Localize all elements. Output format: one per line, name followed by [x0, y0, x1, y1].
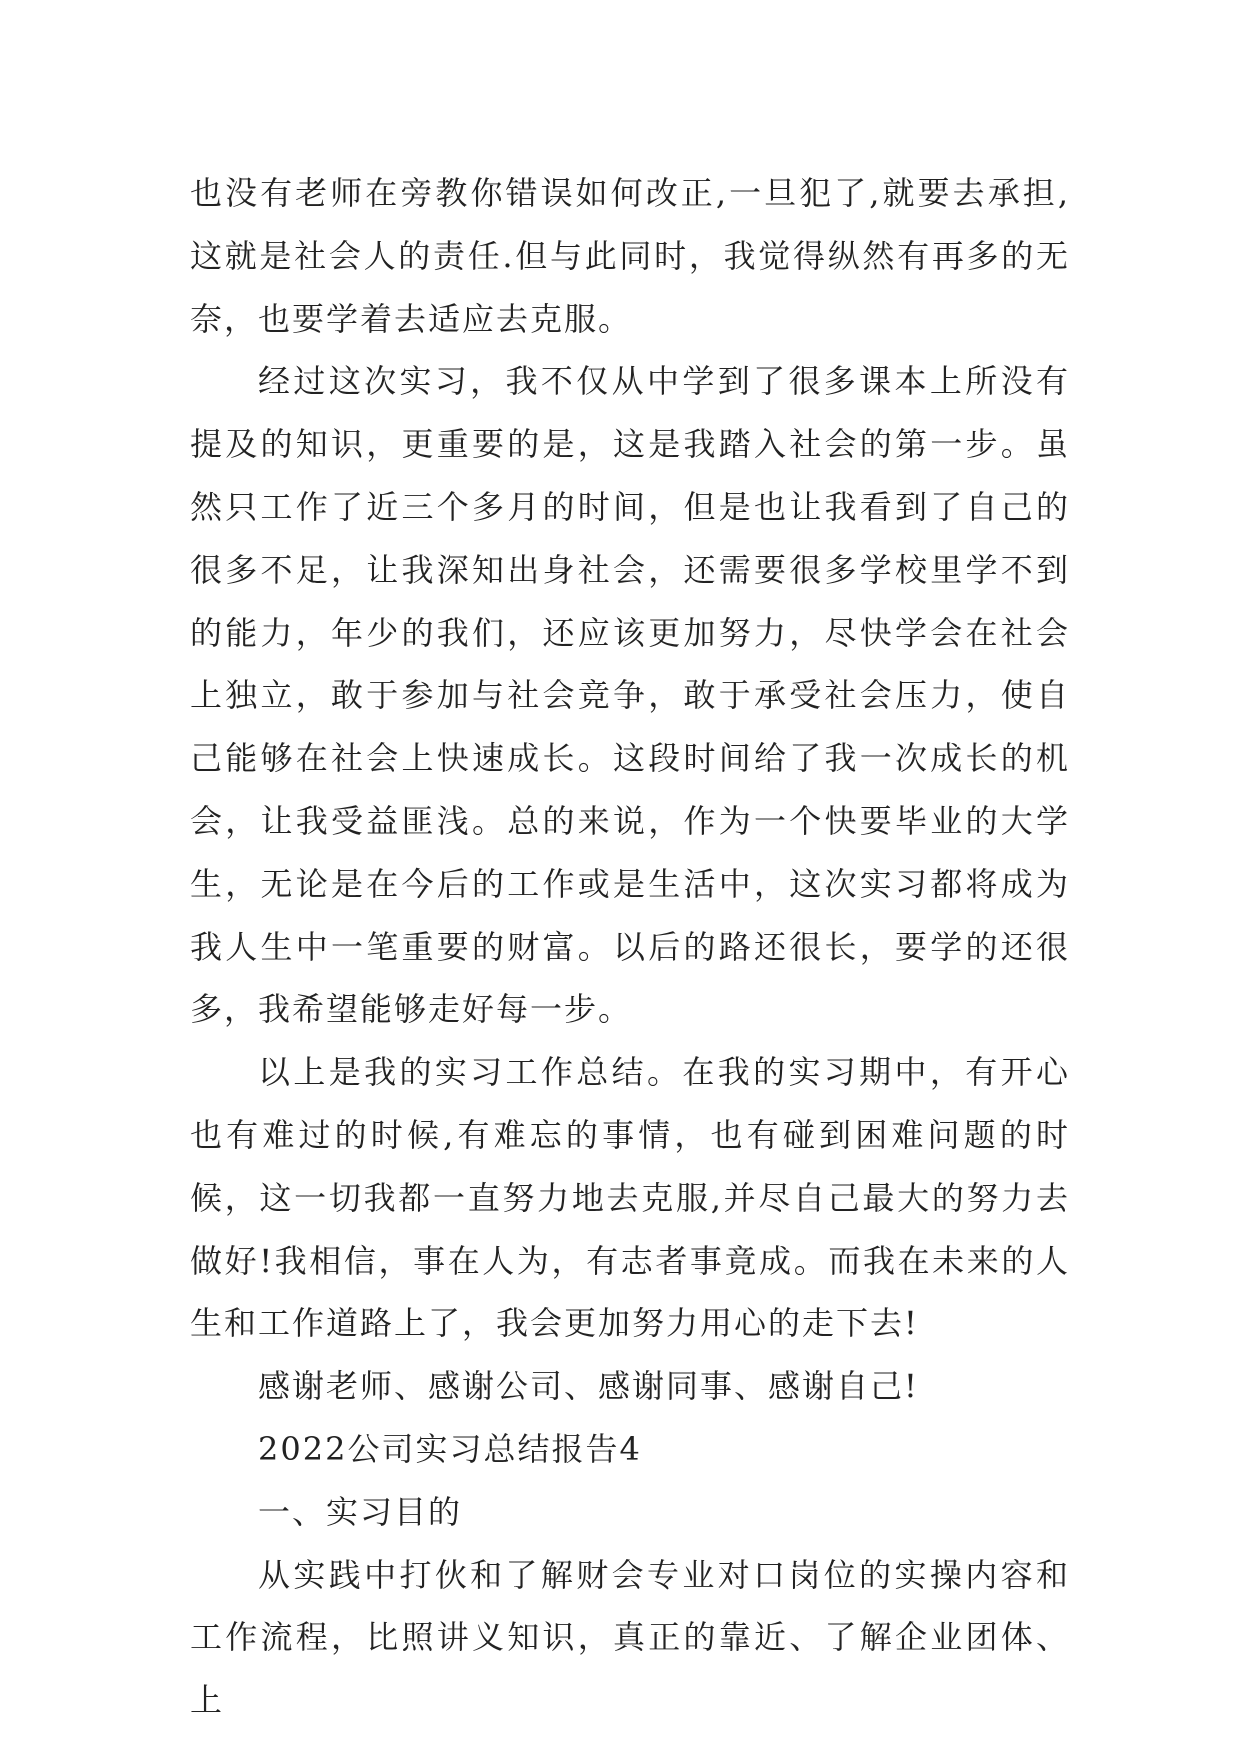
paragraph-thanks: 感谢老师、感谢公司、感谢同事、感谢自己! — [258, 1367, 919, 1406]
section-heading-report-4: 2022公司实习总结报告4 — [258, 1429, 642, 1468]
paragraph-summary-conclusion: 以上是我的实习工作总结。在我的实习期中，有开心也有难过的时候,有难忘的事情，也有碰到困难问题的时候，这一切我都一直努力地去克服,并尽自己最大的努力去做好!我相信，事在人为，有志者事竟成。而我在未来的人生和工作道路上了，我会更加努力用心的走下去! — [190, 1053, 1070, 1343]
subheading-internship-purpose: 一、实习目的 — [258, 1492, 463, 1531]
paragraph-purpose-body: 从实践中打伙和了解财会专业对口岗位的实操内容和工作流程，比照讲义知识，真正的靠近、了解企业团体、上 — [190, 1555, 1070, 1720]
paragraph-internship-reflection: 经过这次实习，我不仅从中学到了很多课本上所没有提及的知识，更重要的是，这是我踏入社会的第一步。虽然只工作了近三个多月的时间，但是也让我看到了自己的很多不足，让我深知出身社会，还需要很多学校里学不到的能力，年少的我们，还应该更加努力，尽快学会在社会上独立，敢于参加与社会竞争，敢于承受社会压力，使自己能够在社会上快速成长。这段时间给了我一次成长的机会，让我受益匪浅。总的来说，作为一个快要毕业的大学生，无论是在今后的工作或是生活中，这次实习都将成为我人生中一笔重要的财富。以后的路还很长，要学的还很多，我希望能够走好每一步。 — [190, 362, 1070, 1029]
document-body — [190, 162, 1070, 1732]
paragraph-continuation: 也没有老师在旁教你错误如何改正,一旦犯了,就要去承担,这就是社会人的责任.但与此同时，我觉得纵然有再多的无奈，也要学着去适应去克服。 — [190, 174, 1070, 338]
